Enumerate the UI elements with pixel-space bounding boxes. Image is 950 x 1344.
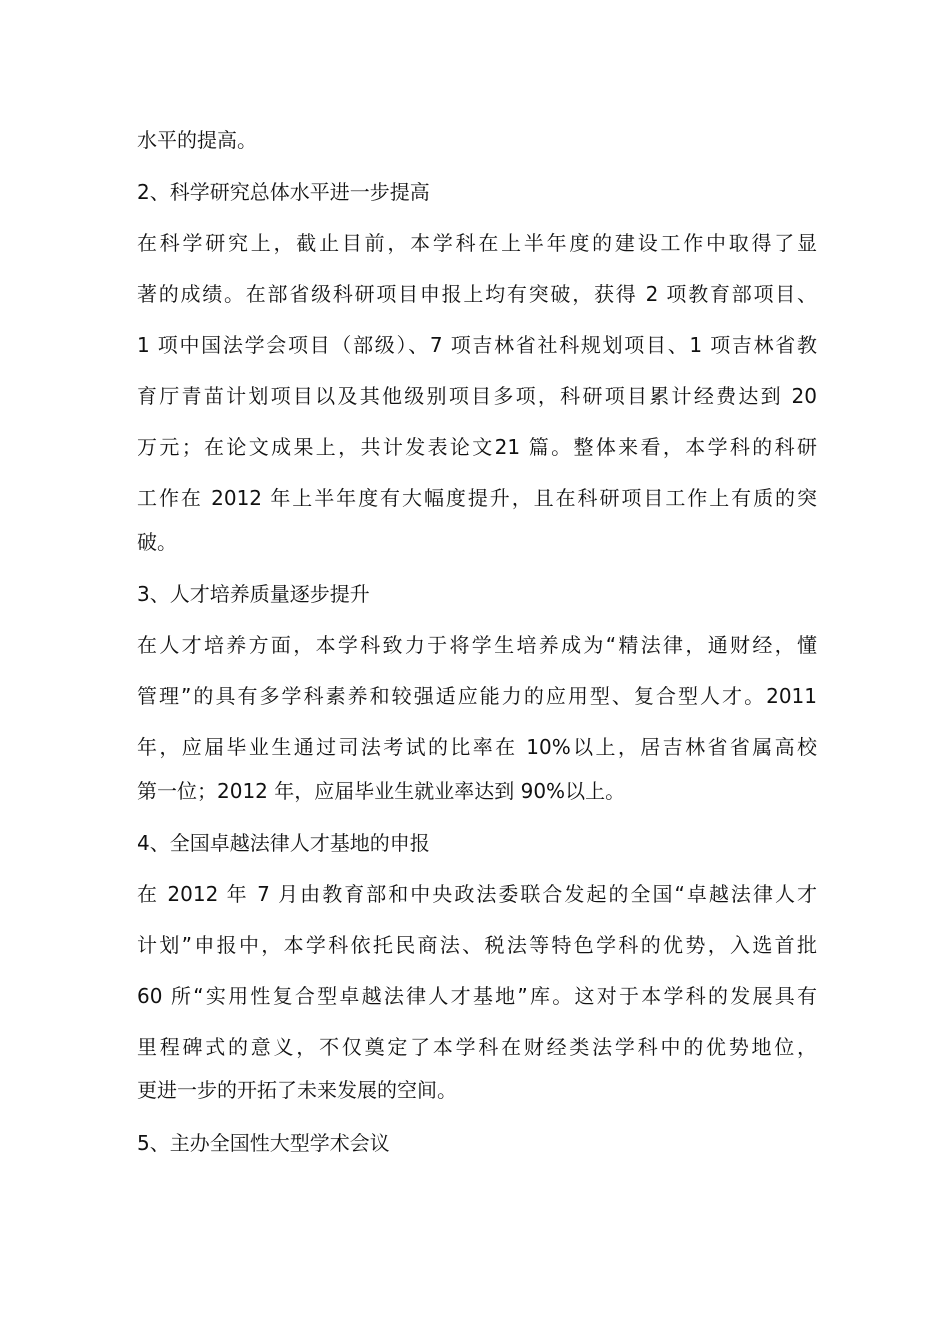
section-heading: 4、全国卓越法律人才基地的申报 [137,831,430,855]
section-heading: 5、主办全国性大型学术会议 [137,1131,390,1155]
text-line: 工作在 2012 年上半年度有大幅度提升，且在科研项目工作上有质的突 [137,486,817,510]
text-line: 著的成绩。在部省级科研项目申报上均有突破，获得 2 项教育部项目、 [137,282,817,306]
text-line: 育厅青苗计划项目以及其他级别项目多项，科研项目累计经费达到 20 [137,384,817,408]
text-line: 第一位；2012 年，应届毕业生就业率达到 90%以上。 [137,779,626,803]
text-line: 年，应届毕业生通过司法考试的比率在 10%以上，居吉林省省属高校 [137,735,817,759]
text-line: 管理”的具有多学科素养和较强适应能力的应用型、复合型人才。2011 [137,684,817,708]
text-line: 里程碑式的意义，不仅奠定了本学科在财经类法学科中的优势地位， [137,1035,817,1059]
text-line: 在人才培养方面，本学科致力于将学生培养成为“精法律，通财经，懂 [137,633,817,657]
text-line: 破。 [137,530,177,554]
text-line: 在科学研究上，截止目前，本学科在上半年度的建设工作中取得了显 [137,231,817,255]
text-line: 60 所“实用性复合型卓越法律人才基地”库。这对于本学科的发展具有 [137,984,817,1008]
text-line: 1 项中国法学会项目（部级）、7 项吉林省社科规划项目、1 项吉林省教 [137,333,817,357]
text-line: 在 2012 年 7 月由教育部和中央政法委联合发起的全国“卓越法律人才 [137,882,817,906]
section-heading: 3、人才培养质量逐步提升 [137,582,370,606]
section-heading: 2、科学研究总体水平进一步提高 [137,180,430,204]
text-line: 水平的提高。 [137,128,257,152]
text-line: 更进一步的开拓了未来发展的空间。 [137,1078,457,1102]
text-line: 万元；在论文成果上，共计发表论文21 篇。整体来看，本学科的科研 [137,435,817,459]
text-line: 计划”申报中，本学科依托民商法、税法等特色学科的优势，入选首批 [137,933,817,957]
